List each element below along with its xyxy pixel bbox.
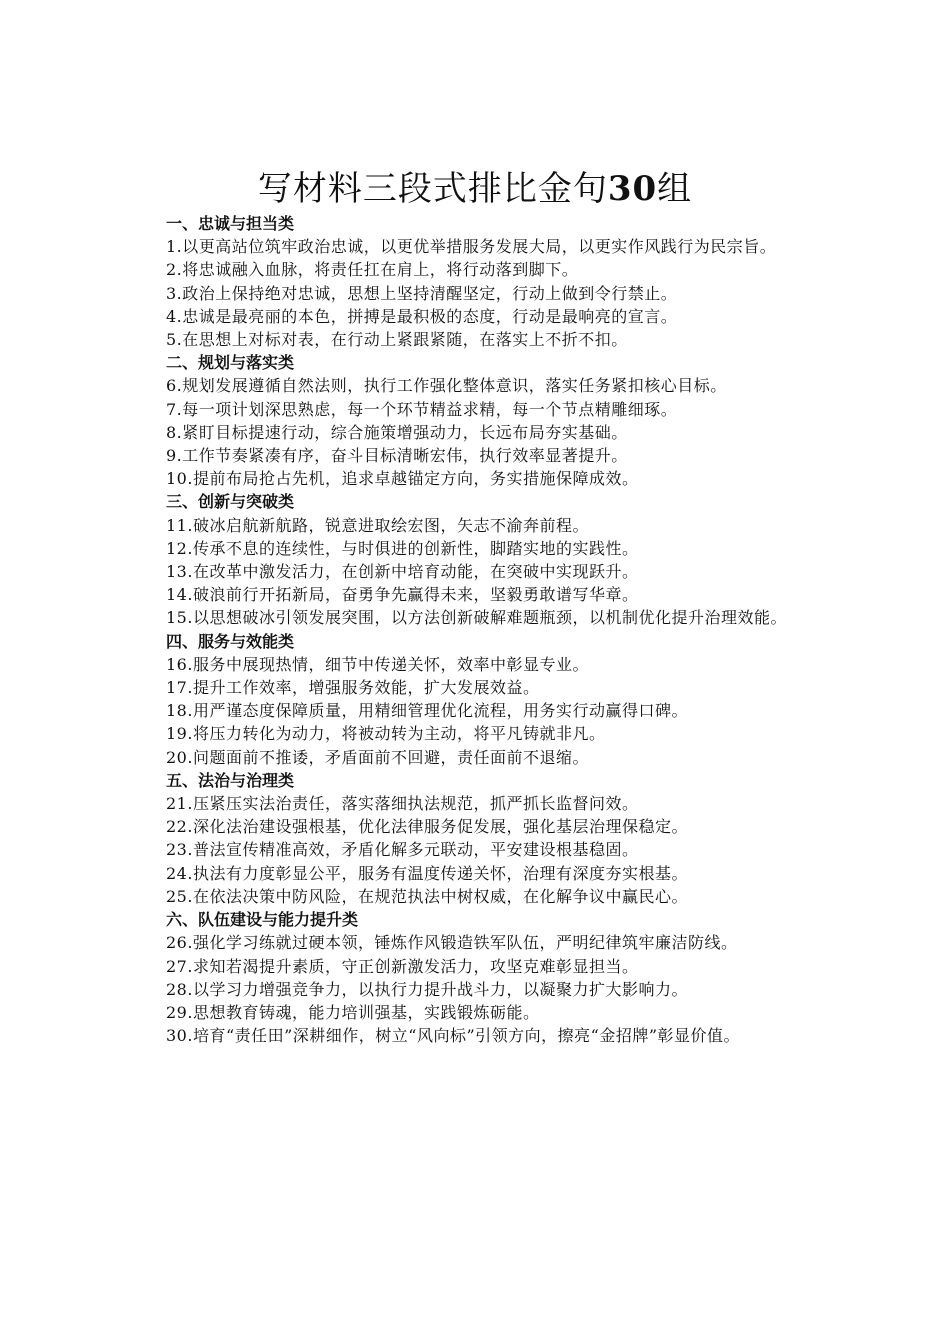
list-item: 7.每一项计划深思熟虑，每一个环节精益求精，每一个节点精雕细琢。 bbox=[166, 399, 678, 419]
list-item: 18.用严谨态度保障质量，用精细管理优化流程，用务实行动赢得口碑。 bbox=[166, 701, 688, 721]
list-item: 1.以更高站位筑牢政治忠诚，以更优举措服务发展大局，以更实作风践行为民宗旨。 bbox=[166, 237, 777, 257]
section-heading: 六、队伍建设与能力提升类 bbox=[166, 910, 359, 930]
list-item: 25.在依法决策中防风险，在规范执法中树权威，在化解争议中赢民心。 bbox=[166, 886, 688, 906]
section-heading: 四、服务与效能类 bbox=[166, 631, 295, 651]
list-item: 16.服务中展现热情，细节中传递关怀，效率中彰显专业。 bbox=[166, 654, 589, 674]
list-item: 28.以学习力增强竞争力，以执行力提升战斗力，以凝聚力扩大影响力。 bbox=[166, 979, 688, 999]
list-item: 21.压紧压实法治责任，落实落细执法规范，抓严抓长监督问效。 bbox=[166, 794, 639, 814]
list-item: 10.提前布局抢占先机，追求卓越锚定方向，务实措施保障成效。 bbox=[166, 469, 639, 489]
list-item: 20.问题面前不推诿，矛盾面前不回避，责任面前不退缩。 bbox=[166, 747, 589, 767]
section-heading: 五、法治与治理类 bbox=[166, 770, 295, 790]
list-item: 12.传承不息的连续性，与时俱进的创新性，脚踏实地的实践性。 bbox=[166, 538, 639, 558]
section-heading: 二、规划与落实类 bbox=[166, 353, 295, 373]
list-item: 26.强化学习练就过硬本领，锤炼作风锻造铁军队伍，严明纪律筑牢廉洁防线。 bbox=[166, 933, 738, 953]
title-suffix: 组 bbox=[657, 169, 693, 209]
section-service bbox=[130, 630, 832, 769]
list-item: 15.以思想破冰引领发展突围，以方法创新破解难题瓶颈，以机制优化提升治理效能。 bbox=[166, 608, 787, 628]
page-title bbox=[0, 164, 950, 214]
section-heading: 三、创新与突破类 bbox=[166, 492, 295, 512]
list-item: 14.破浪前行开拓新局，奋勇争先赢得未来，坚毅勇敢谱写华章。 bbox=[166, 585, 639, 605]
document-body bbox=[130, 212, 832, 1047]
section-innovation bbox=[130, 490, 832, 629]
list-item: 9.工作节奏紧凑有序，奋斗目标清晰宏伟，执行效率显著提升。 bbox=[166, 446, 628, 466]
list-item: 19.将压力转化为动力，将被动转为主动，将平凡铸就非凡。 bbox=[166, 724, 606, 744]
list-item: 5.在思想上对标对表，在行动上紧跟紧随，在落实上不折不扣。 bbox=[166, 330, 628, 350]
list-item: 27.求知若渴提升素质，守正创新激发活力，攻坚克难彰显担当。 bbox=[166, 956, 639, 976]
title-prefix: 写材料三段式排比金句 bbox=[257, 169, 608, 209]
list-item: 22.深化法治建设强根基，优化法律服务促发展，强化基层治理保稳定。 bbox=[166, 817, 688, 837]
list-item: 4.忠诚是最亮丽的本色，拼搏是最积极的态度，行动是最响亮的宣言。 bbox=[166, 306, 678, 326]
list-item: 13.在改革中激发活力，在创新中培育动能，在突破中实现跃升。 bbox=[166, 562, 639, 582]
section-loyalty bbox=[130, 212, 832, 351]
list-item: 17.提升工作效率，增强服务效能，扩大发展效益。 bbox=[166, 678, 540, 698]
list-item: 24.执法有力度彰显公平，服务有温度传递关怀，治理有深度夯实根基。 bbox=[166, 863, 688, 883]
section-team-building bbox=[130, 908, 832, 1047]
section-planning bbox=[130, 351, 832, 490]
section-rule-of-law bbox=[130, 769, 832, 908]
list-item: 8.紧盯目标提速行动，综合施策增强动力，长远布局夯实基础。 bbox=[166, 422, 628, 442]
list-item: 23.普法宣传精准高效，矛盾化解多元联动，平安建设根基稳固。 bbox=[166, 840, 639, 860]
title-number: 30 bbox=[607, 169, 658, 209]
list-item: 2.将忠诚融入血脉，将责任扛在肩上，将行动落到脚下。 bbox=[166, 260, 579, 280]
section-heading: 一、忠诚与担当类 bbox=[166, 214, 295, 233]
list-item: 3.政治上保持绝对忠诚，思想上坚持清醒坚定，行动上做到令行禁止。 bbox=[166, 283, 678, 303]
list-item: 29.思想教育铸魂，能力培训强基，实践锻炼砺能。 bbox=[166, 1002, 540, 1022]
list-item: 30.培育“责任田”深耕细作，树立“风向标”引领方向，擦亮“金招牌”彰显价值。 bbox=[166, 1026, 741, 1046]
list-item: 6.规划发展遵循自然法则，执行工作强化整体意识，落实任务紧扣核心目标。 bbox=[166, 376, 727, 396]
list-item: 11.破冰启航新航路，锐意进取绘宏图，矢志不渝奔前程。 bbox=[166, 515, 589, 535]
